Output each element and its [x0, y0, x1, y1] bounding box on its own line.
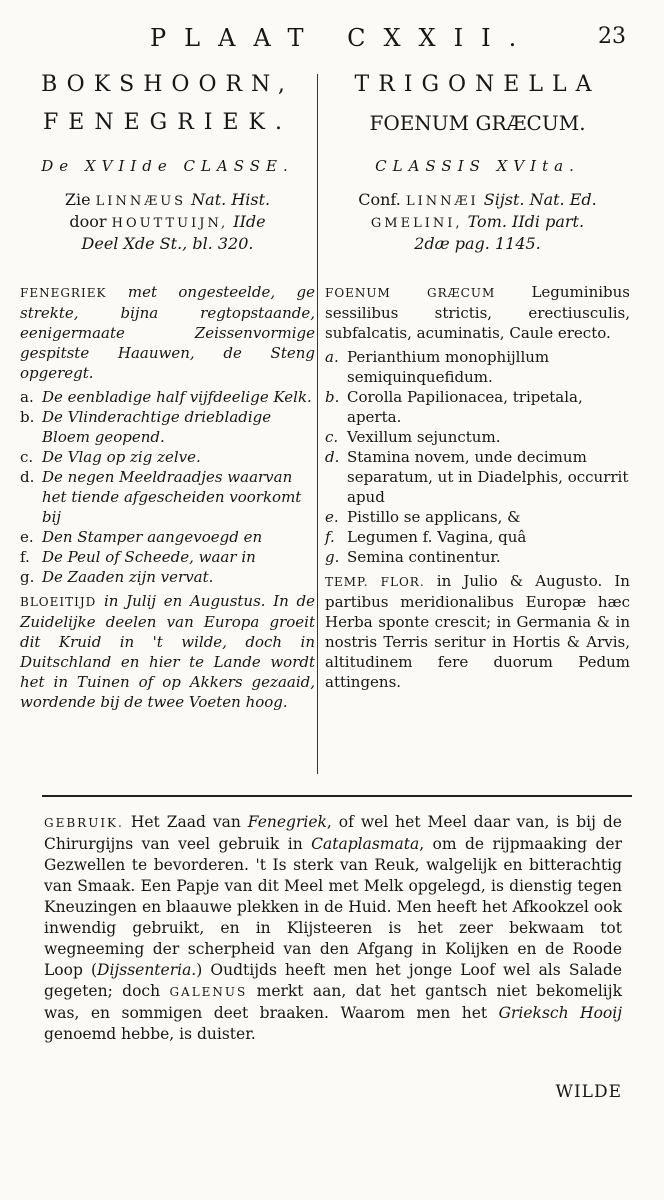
item-mark: e.: [325, 508, 339, 526]
ref-text: door: [69, 212, 107, 231]
item-mark: a.: [325, 348, 339, 366]
list-item: [325, 347, 630, 387]
list-item: [20, 407, 315, 447]
ref-text: Zie: [64, 190, 91, 209]
item-text: Vexillum sejunctum.: [347, 428, 501, 446]
latin-column: [325, 70, 630, 692]
ref-author: LINNÆUS: [95, 194, 187, 209]
ref-author: LINNÆI: [405, 194, 479, 209]
ref-text: Conf.: [358, 190, 401, 209]
usage-italic: Fenegriek: [247, 813, 327, 831]
item-text: Den Stamper aangevoegd en: [42, 528, 263, 546]
item-mark: e.: [20, 528, 34, 546]
usage-text: genoemd hebbe, is duister.: [44, 1025, 256, 1043]
ref-work: Nat. Hist.: [191, 190, 271, 209]
dutch-reference: [20, 190, 315, 254]
item-mark: g.: [20, 568, 35, 586]
column-divider: [317, 74, 318, 774]
item-mark: c.: [325, 428, 339, 446]
item-mark: f.: [325, 528, 335, 546]
flowering-lead: TEMP. FLOR.: [325, 575, 425, 589]
list-item: [20, 387, 315, 407]
flowering-text: in Julij en Augustus. In de Zuidelijke deelen van Europa groeit dit Kruid in 't wilde, doch in Duitschland en hier te Lande wordt het in Tuinen of op Akkers gezaaid, wordende bij de twee Voeten hoog.: [20, 592, 315, 711]
page-number: 23: [598, 24, 626, 49]
plate-title: PLAAT CXXII.: [150, 24, 535, 52]
usage-text: ) Oudtijds heeft men het jonge Loof wel als Salade gegeten; doch: [44, 961, 622, 1000]
usage-author: GALENUS: [169, 985, 248, 999]
ref-work: Sijst. Nat. Ed.: [483, 190, 597, 209]
list-item: [20, 547, 315, 567]
item-text: Pistillo se applicans, &: [347, 508, 521, 526]
dutch-name-line2: FENEGRIEK.: [43, 110, 292, 135]
list-item: [20, 467, 315, 527]
item-text: De Vlinderachtige driebladige Bloem geopend.: [42, 408, 272, 446]
dutch-figure-list: [20, 387, 315, 587]
dutch-column: [20, 70, 315, 712]
list-item: [325, 427, 630, 447]
usage-italic: Grieksch Hooij: [498, 1004, 622, 1022]
usage-text: , of wel het Meel daar van, is bij de Chirurgijns van veel gebruik in: [44, 813, 622, 853]
list-item: [20, 447, 315, 467]
section-rule: [42, 795, 632, 797]
flowering-lead: BLOEITIJD: [20, 595, 97, 609]
ref-editor: GMELINI,: [370, 216, 463, 231]
list-item: [20, 527, 315, 547]
item-text: De Vlag op zig zelve.: [42, 448, 201, 466]
usage-paragraph: [44, 812, 622, 1045]
ref-volume: Tom. IIdi part.: [467, 212, 585, 231]
dutch-flowering: [20, 591, 315, 712]
usage-italic: Cataplasmata: [311, 835, 420, 853]
latin-figure-list: [325, 347, 630, 567]
list-item: [325, 507, 630, 527]
item-mark: c.: [20, 448, 34, 466]
item-mark: g.: [325, 548, 340, 566]
list-item: [325, 387, 630, 427]
flowering-text: in Julio & Augusto. In partibus meridionalibus Europæ hæc Herba sponte crescit; in Germania & in nostris Terris seritur in Hortis & Arvis, altitudinem fere duorum Pedum attingens.: [325, 572, 630, 691]
latin-class-line: CLASSIS XVIta.: [375, 157, 580, 175]
list-item: [325, 447, 630, 507]
latin-name-line1: TRIGONELLA: [354, 72, 601, 97]
dutch-class-line: De XVIIde CLASSE.: [41, 157, 294, 175]
dutch-description: [20, 282, 315, 383]
item-text: Perianthium monophijllum semiquinquefidum.: [347, 348, 550, 386]
item-text: De eenbladige half vijfdeelige Kelk.: [42, 388, 312, 406]
latin-description: [325, 282, 630, 343]
ref-volume: IIde: [233, 212, 266, 231]
item-mark: b.: [325, 388, 340, 406]
item-text: Legumen f. Vagina, quâ: [347, 528, 527, 546]
latin-reference: [325, 190, 630, 254]
list-item: [20, 567, 315, 587]
item-mark: f.: [20, 548, 30, 566]
description-lead: FENEGRIEK: [20, 286, 107, 300]
item-text: Corolla Papilionacea, tripetala, aperta.: [347, 388, 583, 426]
item-mark: a.: [20, 388, 34, 406]
latin-name-line2: FOENUM GRÆCUM.: [369, 111, 586, 135]
list-item: [325, 547, 630, 567]
usage-lead: GEBRUIK.: [44, 816, 124, 830]
catchword: WILDE: [555, 1082, 622, 1102]
item-text: Stamina novem, unde decimum separatum, ut in Diadelphis, occurrit apud: [347, 448, 629, 506]
item-text: De Zaaden zijn vervat.: [42, 568, 214, 586]
item-text: Semina continentur.: [347, 548, 501, 566]
description-text: Leguminibus sessilibus strictis, erectiusculis, subfalcatis, acuminatis, Caule erecto.: [325, 283, 630, 342]
item-mark: b.: [20, 408, 35, 426]
usage-italic: Dijssenteria.: [97, 961, 197, 979]
ref-author: HOUTTUIJN,: [111, 216, 229, 231]
ref-page: Deel Xde St., bl. 320.: [81, 234, 254, 253]
usage-text: Het Zaad van: [130, 813, 241, 831]
item-mark: d.: [20, 468, 35, 486]
dutch-name-line1: BOKSHOORN,: [41, 72, 294, 97]
item-text: De Peul of Scheede, waar in: [42, 548, 256, 566]
item-text: De negen Meeldraadjes waarvan het tiende afgescheiden voorkomt bij: [42, 468, 302, 526]
list-item: [325, 527, 630, 547]
ref-page: 2dæ pag. 1145.: [414, 234, 541, 253]
item-mark: d.: [325, 448, 340, 466]
description-text: met ongesteelde, ge strekte, bijna regtopstaande, eenigermaate Zeissenvormige gespitste Haauwen, de Steng opgeregt.: [20, 283, 315, 382]
description-lead: FOENUM GRÆCUM: [325, 286, 496, 300]
usage-text: , om de rijpmaaking der Gezwellen te bevorderen. 't Is sterk van Reuk, walgelijk en bitterachtig van Smaak. Een Papje van dit Meel met Melk opgelegd, is dienstig tegen Kneuzingen en blaauwe plekken in de Huid. Men heeft het Afkookzel ook inwendig gebruikt, en in Klijsteeren is het zeer bekwaam tot wegneeming der scherpheid van den Afgang in Kolijken en de Roode Loop (: [44, 835, 622, 979]
latin-flowering: [325, 571, 630, 692]
usage-text: merkt aan, dat het gantsch niet bekomelijk was, en sommigen deet braaken. Waarom men het: [44, 982, 622, 1022]
